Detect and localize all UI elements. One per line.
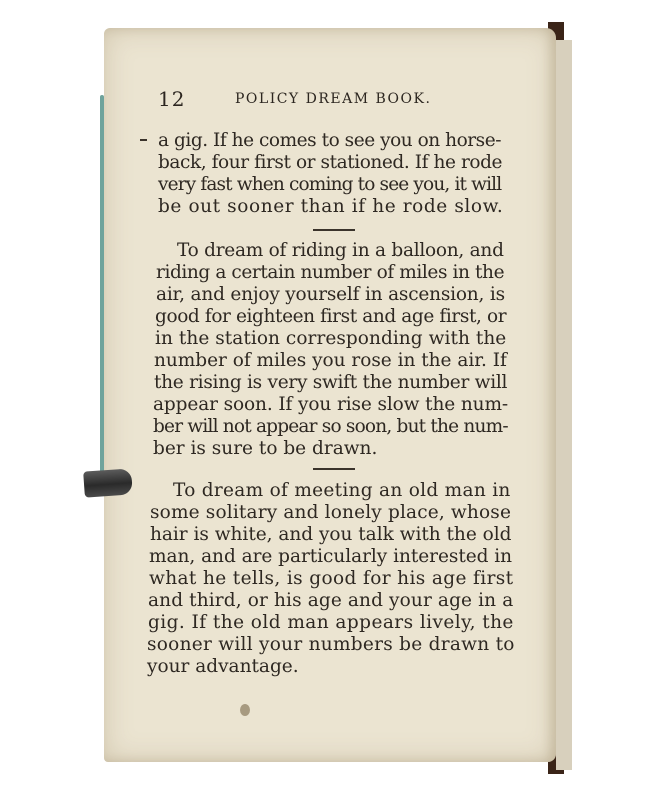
page-number: 12 xyxy=(158,87,186,111)
running-title: POLICY DREAM BOOK. xyxy=(235,91,432,107)
text-line: be out sooner than if he rode slow. xyxy=(158,196,504,217)
facing-page-sliver xyxy=(556,40,572,770)
binding-thread xyxy=(100,95,104,475)
margin-dash xyxy=(140,139,147,141)
text-line: back, four first or stationed. If he rode xyxy=(158,152,503,173)
ink-blot xyxy=(240,704,250,716)
section-rule xyxy=(313,468,355,470)
text-line: very fast when coming to see you, it will xyxy=(158,174,502,195)
text-line: a gig. If he comes to see you on horse- xyxy=(158,130,501,151)
text-line: sooner will your numbers be drawn to xyxy=(147,634,515,655)
text-line: the rising is very swift the number will xyxy=(154,372,508,393)
text-line: hair is white, and you talk with the old xyxy=(150,524,512,545)
text-line: ber is sure to be drawn. xyxy=(153,438,378,459)
text-line: riding a certain number of miles in the xyxy=(156,262,505,283)
text-line: appear soon. If you rise slow the num- xyxy=(153,394,509,415)
text-line: man, and are particularly interested in xyxy=(149,546,513,567)
text-line: good for eighteen first and age first, or xyxy=(155,306,507,327)
text-line: and third, or his age and your age in a xyxy=(148,590,514,611)
text-line: To dream of riding in a balloon, and xyxy=(177,240,504,261)
text-line: your advantage. xyxy=(147,656,299,677)
text-line: number of miles you rose in the air. If xyxy=(154,350,507,371)
section-rule xyxy=(313,229,355,231)
text-line: To dream of meeting an old man in xyxy=(173,480,511,501)
text-line: some solitary and lonely place, whose xyxy=(150,502,512,523)
text-line: air, and enjoy yourself in ascension, is xyxy=(156,284,505,305)
text-line: what he tells, is good for his age first xyxy=(149,568,514,589)
text-line: in the station corresponding with the xyxy=(155,328,507,349)
text-line: gig. If the old man appears lively, the xyxy=(148,612,514,633)
page-clip xyxy=(83,468,133,497)
text-line: ber will not appear so soon, but the num- xyxy=(153,416,508,437)
